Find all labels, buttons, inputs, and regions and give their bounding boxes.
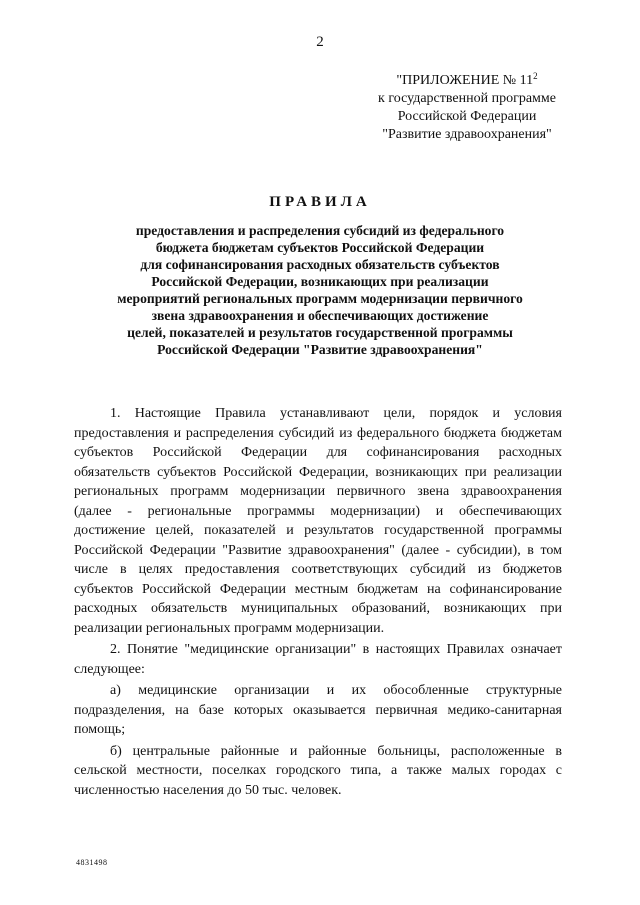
paragraph-2a: а) медицинские организации и их обособленные структурные подразделения, на базе которых оказывается первичная медико-санитарная помощь; [74,683,562,737]
appendix-line-3: Российской Федерации [397,109,537,124]
appendix-header [378,72,556,144]
document-id: 4831498 [76,858,108,867]
subtitle-line: бюджета бюджетам субъектов Российской Федерации [155,240,485,255]
appendix-line-4: "Развитие здравоохранения" [382,127,552,142]
subtitle-line: звена здравоохранения и обеспечивающих достижение [151,308,489,323]
subtitle-line: предоставления и распределения субсидий из федерального [135,223,505,238]
appendix-line-2: к государственной программе [378,91,556,106]
document-title: ПРАВИЛА [269,194,371,210]
paragraph-1: 1. Настоящие Правила устанавливают цели, порядок и условия предоставления и распределения субсидий из федерального бюджета бюджетам субъектов Российской Федерации для софинансирования расходных обязательств субъектов Российской Федерации, возникающих при реализации региональных программ модернизации первичного звена здравоохранения (далее - региональные программы модернизации) и обеспечивающих достижение целей, показателей и результатов государственной программы Российской Федерации "Развитие здравоохранения" (далее - субсидии), в том числе в целях предоставления соответствующих субсидий из бюджетов субъектов Российской Федерации местным бюджетам на софинансирование расходных обязательств муниципальных образований, возникающих при реализации региональных программ модернизации. [74,406,562,636]
subtitle-line: для софинансирования расходных обязательств субъектов [140,257,500,272]
document-subtitle [80,222,560,358]
page-number: 2 [316,34,324,50]
subtitle-line: Российской Федерации, возникающих при реализации [151,274,489,289]
paragraph-2: 2. Понятие "медицинские организации" в настоящих Правилах означает следующее: [74,642,562,677]
appendix-superscript: 2 [533,71,538,81]
subtitle-line: Российской Федерации "Развитие здравоохранения" [157,342,483,357]
subtitle-line: мероприятий региональных программ модернизации первичного [117,291,523,306]
appendix-line-1: "ПРИЛОЖЕНИЕ № $11^2$ [396,71,538,88]
document-body [74,404,562,800]
subtitle-line: целей, показателей и результатов государственной программы [127,325,513,340]
paragraph-2b: б) центральные районные и районные больницы, расположенные в сельской местности, поселках городского типа, а также малых городах с численностью населения до 50 тыс. человек. [74,743,562,798]
